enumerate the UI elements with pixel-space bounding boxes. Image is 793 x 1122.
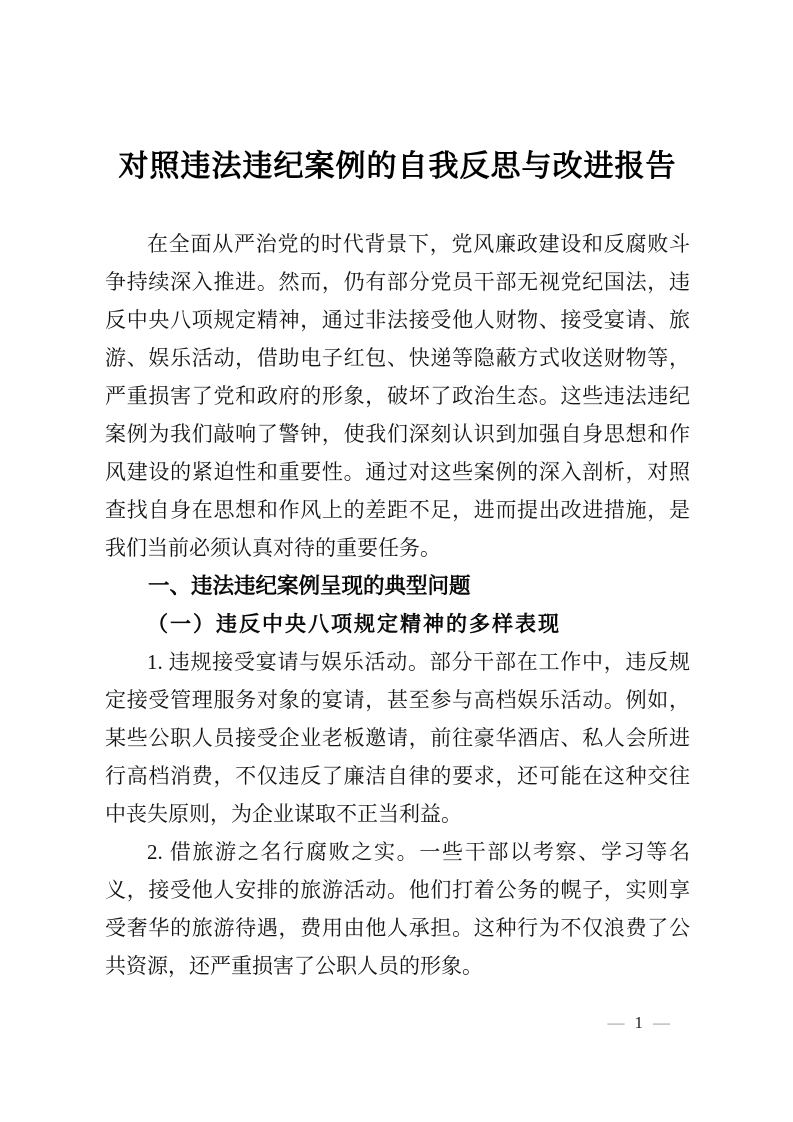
page-number: 1 (634, 1013, 643, 1032)
subsection-heading: （一）违反中央八项规定精神的多样表现 (147, 612, 561, 636)
document-content (105, 142, 690, 985)
page-footer (105, 1012, 690, 1034)
document-title: 对照违法违纪案例的自我反思与改进报告 (118, 150, 677, 183)
body-paragraph: 2. 借旅游之名行腐败之实。一些干部以考察、学习等名义，接受他人安排的旅游活动。他们打着公务的幌子，实则享受奢华的旅游待遇，费用由他人承担。这种行为不仅浪费了公共资源，还严重损害了公职人员的形象。 (105, 840, 690, 978)
body-paragraph: 1. 违规接受宴请与娱乐活动。部分干部在工作中，违反规定接受管理服务对象的宴请，甚至参与高档娱乐活动。例如，某些公职人员接受企业老板邀请，前往豪华酒店、私人会所进行高档消费，不仅违反了廉洁自律的要求，还可能在这种交往中丧失原则，为企业谋取不正当利益。 (105, 650, 690, 826)
footer-dash-right: — (653, 1013, 670, 1032)
footer-dash-left: — (607, 1013, 625, 1032)
section-heading: 一、违法违纪案例呈现的典型问题 (148, 574, 471, 598)
intro-paragraph: 在全面从严治党的时代背景下，党风廉政建设和反腐败斗争持续深入推进。然而，仍有部分党员干部无视党纪国法，违反中央八项规定精神，通过非法接受他人财物、接受宴请、旅游、娱乐活动，借助电子红包、快递等隐蔽方式收送财物等，严重损害了党和政府的形象，破坏了政治生态。这些违法违纪案例为我们敲响了警钟，使我们深刻认识到加强自身思想和作风建设的紧迫性和重要性。通过对这些案例的深入剖析，对照查找自身在思想和作风上的差距不足，进而提出改进措施，是我们当前必须认真对待的重要任务。 (105, 232, 690, 560)
